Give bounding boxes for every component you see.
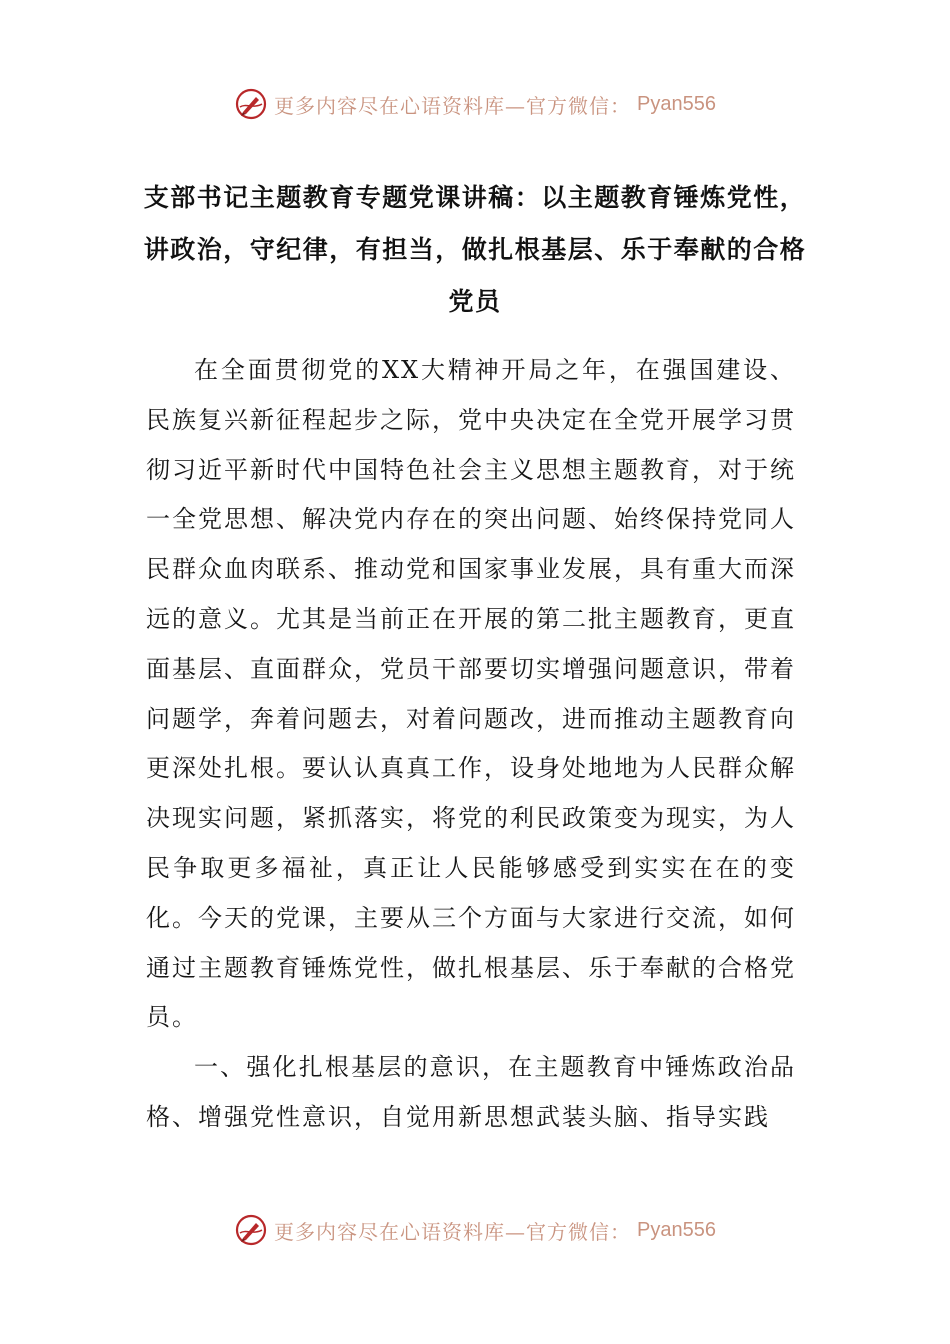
pen-circle-logo-icon <box>234 1213 268 1247</box>
header-watermark-banner <box>0 82 950 126</box>
banner-wechat-id: Pyan556 <box>637 1218 716 1241</box>
paragraph-intro: 在全面贯彻党的XX大精神开局之年，在强国建设、民族复兴新征程起步之际，党中央决定在全党开展学习贯彻习近平新时代中国特色社会主义思想主题教育，对于统一全党思想、解决党内存在的突出问题、始终保持党同人民群众血肉联系、推动党和国家事业发展，具有重大而深远的意义。尤其是当前正在开展的第二批主题教育，更直面基层、直面群众，党员干部要切实增强问题意识，带着问题学，奔着问题去，对着问题改，进而推动主题教育向更深处扎根。要认认真真工作，设身处地地为人民群众解决现实问题，紧抓落实，将党的利民政策变为现实，为人民争取更多福祉，真正让人民能够感受到实实在在的变化。今天的党课，主要从三个方面与大家进行交流，如何通过主题教育锤炼党性，做扎根基层、乐于奉献的合格党员。 <box>146 356 796 1032</box>
banner-text: 更多内容尽在心语资料库—官方微信： <box>274 1219 632 1244</box>
banner-wechat-id: Pyan556 <box>637 92 716 115</box>
paragraph-section-one-heading: 一、强化扎根基层的意识，在主题教育中锤炼政治品格、增强党性意识，自觉用新思想武装头脑、指导实践 <box>146 1053 796 1131</box>
footer-watermark-banner <box>0 1208 950 1252</box>
banner-text: 更多内容尽在心语资料库—官方微信： <box>274 93 632 118</box>
pen-circle-logo-icon <box>234 87 268 121</box>
document-body <box>146 346 796 1143</box>
document-title: 支部书记主题教育专题党课讲稿：以主题教育锤炼党性，讲政治，守纪律，有担当，做扎根基层、乐于奉献的合格党员 <box>143 183 807 316</box>
